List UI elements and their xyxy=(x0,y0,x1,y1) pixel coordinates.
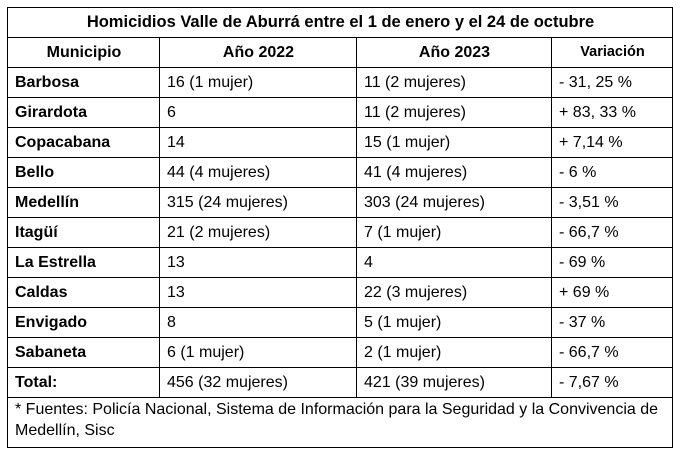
municipio-cell: Barbosa xyxy=(8,68,160,98)
year-2022-cell: 13 xyxy=(160,248,357,278)
municipio-cell: Caldas xyxy=(8,278,160,308)
variation-cell: - 37 % xyxy=(552,308,673,338)
variation-cell: - 3,51 % xyxy=(552,188,673,218)
year-2023-cell: 41 (4 mujeres) xyxy=(357,158,552,188)
table-row xyxy=(8,188,673,218)
table-row xyxy=(8,98,673,128)
year-2022-cell: 44 (4 mujeres) xyxy=(160,158,357,188)
total-2023-cell: 421 (39 mujeres) xyxy=(357,368,552,398)
header-ano-2022: Año 2022 xyxy=(160,38,357,68)
year-2022-cell: 6 (1 mujer) xyxy=(160,338,357,368)
variation-cell: - 66,7 % xyxy=(552,218,673,248)
year-2022-cell: 14 xyxy=(160,128,357,158)
year-2023-cell: 5 (1 mujer) xyxy=(357,308,552,338)
municipio-cell: Itagüí xyxy=(8,218,160,248)
year-2023-cell: 15 (1 mujer) xyxy=(357,128,552,158)
table-row xyxy=(8,308,673,338)
title-row xyxy=(8,8,673,38)
municipio-cell: Copacabana xyxy=(8,128,160,158)
municipio-cell: Envigado xyxy=(8,308,160,338)
municipio-cell: Sabaneta xyxy=(8,338,160,368)
variation-cell: - 31, 25 % xyxy=(552,68,673,98)
municipio-cell: Medellín xyxy=(8,188,160,218)
table-row xyxy=(8,338,673,368)
header-ano-2023: Año 2023 xyxy=(357,38,552,68)
year-2023-cell: 22 (3 mujeres) xyxy=(357,278,552,308)
footnote-row xyxy=(8,398,673,448)
total-2022-cell: 456 (32 mujeres) xyxy=(160,368,357,398)
year-2023-cell: 7 (1 mujer) xyxy=(357,218,552,248)
year-2023-cell: 303 (24 mujeres) xyxy=(357,188,552,218)
year-2023-cell: 2 (1 mujer) xyxy=(357,338,552,368)
table-title: Homicidios Valle de Aburrá entre el 1 de enero y el 24 de octubre xyxy=(8,8,673,38)
table-row xyxy=(8,278,673,308)
header-row xyxy=(8,38,673,68)
municipio-cell: La Estrella xyxy=(8,248,160,278)
variation-cell: + 83, 33 % xyxy=(552,98,673,128)
year-2022-cell: 315 (24 mujeres) xyxy=(160,188,357,218)
total-variation-cell: - 7,67 % xyxy=(552,368,673,398)
variation-cell: - 69 % xyxy=(552,248,673,278)
total-label: Total: xyxy=(8,368,160,398)
table-row xyxy=(8,158,673,188)
year-2022-cell: 13 xyxy=(160,278,357,308)
variation-cell: - 6 % xyxy=(552,158,673,188)
table-row xyxy=(8,248,673,278)
variation-cell: - 66,7 % xyxy=(552,338,673,368)
variation-cell: + 69 % xyxy=(552,278,673,308)
homicides-table xyxy=(7,7,673,448)
header-municipio: Municipio xyxy=(8,38,160,68)
municipio-cell: Girardota xyxy=(8,98,160,128)
year-2023-cell: 4 xyxy=(357,248,552,278)
year-2022-cell: 21 (2 mujeres) xyxy=(160,218,357,248)
year-2023-cell: 11 (2 mujeres) xyxy=(357,98,552,128)
homicides-table-container xyxy=(7,7,672,448)
table-row xyxy=(8,218,673,248)
sources-footnote: * Fuentes: Policía Nacional, Sistema de Información para la Seguridad y la Convivencia de Medellín, Sisc xyxy=(8,398,673,448)
header-variacion: Variación xyxy=(552,38,673,68)
table-row xyxy=(8,68,673,98)
year-2023-cell: 11 (2 mujeres) xyxy=(357,68,552,98)
year-2022-cell: 6 xyxy=(160,98,357,128)
table-row xyxy=(8,128,673,158)
year-2022-cell: 16 (1 mujer) xyxy=(160,68,357,98)
municipio-cell: Bello xyxy=(8,158,160,188)
total-row xyxy=(8,368,673,398)
year-2022-cell: 8 xyxy=(160,308,357,338)
variation-cell: + 7,14 % xyxy=(552,128,673,158)
